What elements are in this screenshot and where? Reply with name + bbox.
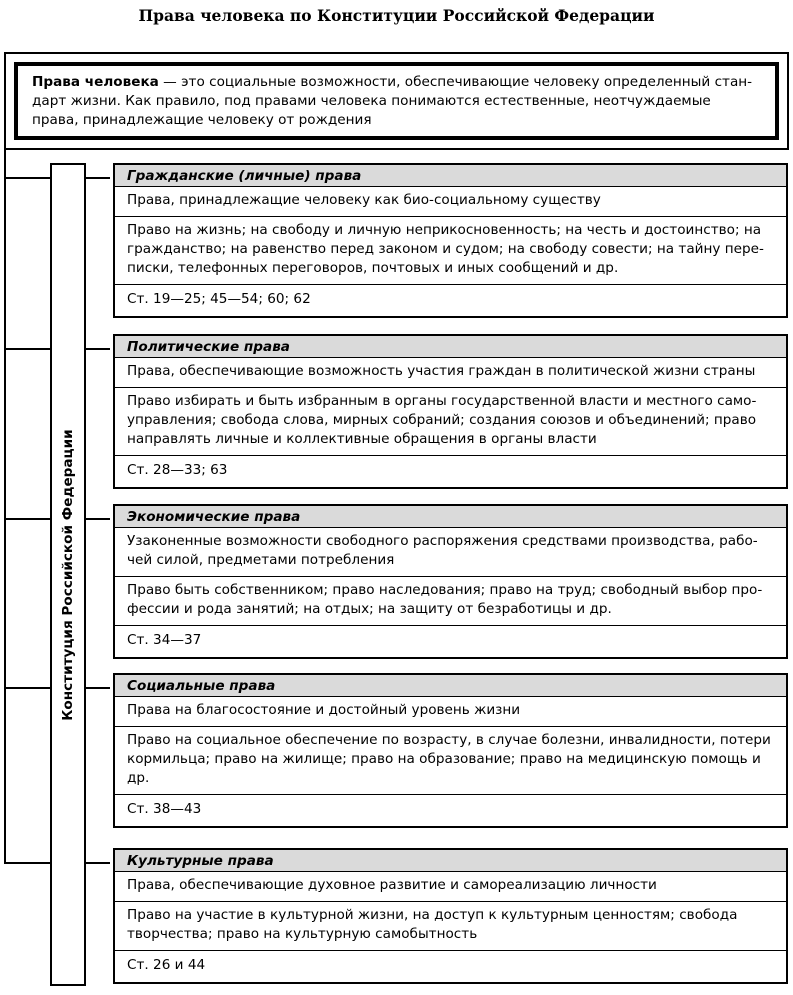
category-heading: Экономические права xyxy=(115,506,786,528)
category-card-social xyxy=(113,673,788,828)
left-trunk-line xyxy=(4,150,6,864)
branch-line-political xyxy=(86,348,114,350)
category-articles: Ст. 34—37 xyxy=(127,632,202,648)
category-heading: Социальные права xyxy=(115,675,786,697)
category-description: Узаконенные возможности свободного распоряжения средствами производства, рабо-чей силой, предметами потребления xyxy=(115,528,786,577)
branch-line-economic xyxy=(86,518,114,520)
branch-line-civil xyxy=(86,177,114,179)
category-description: Права, обеспечивающие возможность участия граждан в политической жизни страны xyxy=(115,358,786,388)
category-heading: Политические права xyxy=(115,336,786,358)
category-heading: Культурные права xyxy=(115,850,786,872)
connector-line-social xyxy=(4,687,52,689)
category-articles: Ст. 38—43 xyxy=(127,801,202,817)
branch-line-social xyxy=(86,687,114,689)
page-title: Права человека по Конституции Российской Федерации xyxy=(138,6,655,25)
category-card-cultural xyxy=(113,848,788,984)
category-rights-list: Право на участие в культурной жизни, на доступ к культурным ценностям; свобода творчества; право на культурную самобытность xyxy=(115,902,786,951)
connector-line-cultural xyxy=(4,862,52,864)
category-rights-list: Право на социальное обеспечение по возрасту, в случае болезни, инвалидности, потери кормильца; право на жилище; право на образование; право на медицинскую помощь и др. xyxy=(115,727,786,795)
branch-line-cultural xyxy=(86,862,114,864)
category-rights-list: Право избирать и быть избранным в органы государственной власти и местного само-управления; свобода слова, мирных собраний; создания союзов и объединений; право направлять личные и коллективные обращения в органы власти xyxy=(115,388,786,456)
connector-line-civil xyxy=(4,177,52,179)
category-rights-list: Право на жизнь; на свободу и личную неприкосновенность; на честь и достоинство; на гражданство; на равенство перед законом и судом; на свободу совести; на тайну пере-писки, телефонных переговоров, почтовых и иных сообщений и др. xyxy=(115,217,786,285)
constitution-side-label: Конституция Российской Федерации xyxy=(60,428,76,721)
category-card-economic xyxy=(113,504,788,659)
category-card-political xyxy=(113,334,788,489)
category-articles: Ст. 26 и 44 xyxy=(127,957,206,973)
category-articles: Ст. 19—25; 45—54; 60; 62 xyxy=(127,291,311,307)
connector-line-political xyxy=(4,348,52,350)
category-articles: Ст. 28—33; 63 xyxy=(127,462,228,478)
category-description: Права на благосостояние и достойный уровень жизни xyxy=(115,697,786,727)
definition-box xyxy=(14,62,779,140)
category-description: Права, принадлежащие человеку как био-социальному существу xyxy=(115,187,786,217)
constitution-side-box xyxy=(50,163,86,986)
definition-term: Права человека xyxy=(32,74,159,90)
category-card-civil xyxy=(113,163,788,318)
category-rights-list: Право быть собственником; право наследования; право на труд; свободный выбор про-фессии и рода занятий; на отдых; на защиту от безработицы и др. xyxy=(115,577,786,626)
definition-text: — это социальные возможности, обеспечивающие человеку определенный стан-дарт жизни. Как правило, под правами человека понимаются естественные, неотчуждаемые права, принадлежащие человеку от рождения xyxy=(32,74,753,128)
connector-line-economic xyxy=(4,518,52,520)
category-heading: Гражданские (личные) права xyxy=(115,165,786,187)
category-description: Права, обеспечивающие духовное развитие и самореализацию личности xyxy=(115,872,786,902)
